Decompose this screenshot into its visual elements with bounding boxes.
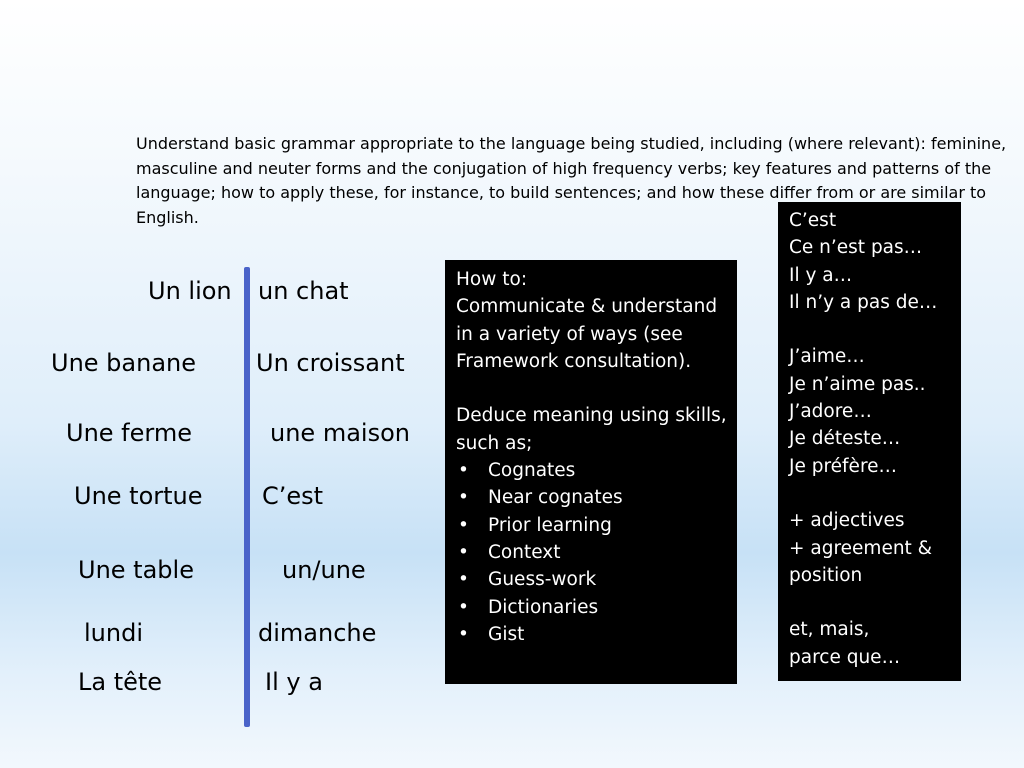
howto-communicate: Communicate & understand in a variety of ways (see Framework consultation). bbox=[456, 296, 718, 372]
right-word: C’est bbox=[262, 482, 324, 510]
phrase: Je préfère… bbox=[789, 455, 898, 477]
intro-paragraph: Understand basic grammar appropriate to the language being studied, including (where relevant): feminine, masculine and neuter forms and the conjugation of high frequency verbs; key features and patterns of the language; how to apply these, for instance, to build sentences; and how these differ from or are similar to English. bbox=[136, 134, 1007, 227]
howto-box bbox=[445, 260, 737, 684]
right-word: un/une bbox=[282, 556, 366, 584]
skill-item: • Prior learning bbox=[456, 512, 727, 539]
left-word: Une table bbox=[78, 556, 194, 584]
phrase: Je déteste… bbox=[789, 428, 901, 450]
left-word: La tête bbox=[78, 668, 163, 696]
phrase: Il y a… bbox=[789, 264, 853, 286]
right-word: Il y a bbox=[265, 668, 323, 696]
phrase: et, mais, bbox=[789, 619, 870, 641]
right-word: une maison bbox=[270, 419, 410, 447]
left-word: Un lion bbox=[148, 277, 232, 305]
skill-item: • Near cognates bbox=[456, 484, 727, 511]
right-word: un chat bbox=[258, 277, 349, 305]
howto-heading: How to: bbox=[456, 269, 528, 290]
vertical-divider bbox=[244, 267, 250, 727]
skill-item: • Context bbox=[456, 539, 727, 566]
phrase: C’est bbox=[789, 210, 837, 231]
skill-item: • Guess-work bbox=[456, 566, 727, 593]
phrase: J’adore… bbox=[789, 401, 872, 423]
howto-deduce: Deduce meaning using skills, such as; bbox=[456, 405, 727, 454]
phrase: parce que… bbox=[789, 646, 901, 668]
phrase: J’aime… bbox=[789, 346, 865, 368]
phrase: Je n’aime pas.. bbox=[789, 373, 926, 395]
skills-list bbox=[456, 457, 727, 648]
skill-item: • Gist bbox=[456, 621, 727, 648]
phrase: Ce n’est pas… bbox=[789, 237, 923, 259]
phrase: + adjectives bbox=[789, 510, 905, 532]
phrase: Il n’y a pas de… bbox=[789, 291, 938, 313]
phrase: + agreement & position bbox=[789, 537, 933, 586]
skill-item: • Dictionaries bbox=[456, 594, 727, 621]
skill-item: • Cognates bbox=[456, 457, 727, 484]
phrases-box bbox=[778, 202, 961, 681]
right-word: dimanche bbox=[258, 619, 377, 647]
left-word: Une banane bbox=[51, 349, 197, 377]
left-word: Une tortue bbox=[74, 482, 203, 510]
left-word: Une ferme bbox=[66, 419, 192, 447]
right-word: Un croissant bbox=[256, 349, 405, 377]
left-word: lundi bbox=[84, 619, 143, 647]
